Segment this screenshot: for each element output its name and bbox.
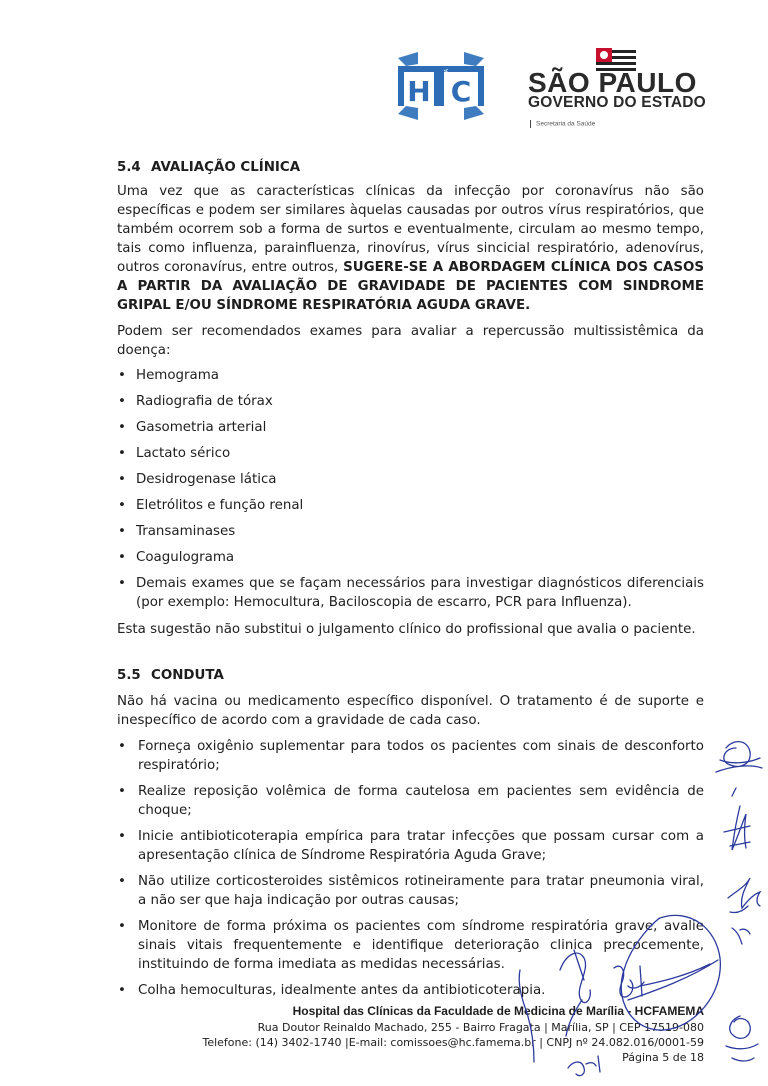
list-item: • Radiografia de tórax [117,392,704,418]
list-item: • Não utilize corticosteroides sistêmicos rotineiramente para tratar pneumonia viral, a não ser que haja indicação por outras causas; [117,872,704,910]
sp-government-subtitle: GOVERNO DO ESTADO [528,94,706,111]
list-item: • Gasometria arterial [117,418,704,444]
list-item: • Monitore de forma próxima os pacientes com síndrome respiratória grave, avalie sinais vitais frequentemente e identifique deterioração clinica precocemente, instituindo de forma imediata as medidas necessárias. [117,917,704,974]
list-item: • Coagulograma [117,548,704,574]
conduct-intro: Não há vacina ou medicamento específico disponível. O tratamento é de suporte e inespecífico de acordo com a gravidade de cada caso. [117,694,704,728]
section-heading [117,666,704,685]
footer-hospital-name: Hospital das Clínicas da Faculdade de Medicina de Marília - HCFAMEMA [292,1004,704,1018]
svg-text:FAMEMA: FAMEMA [444,68,450,90]
sp-secretaria-label: Secretaria da Saúde [530,120,595,128]
exams-intro: Podem ser recomendados exames para avaliar a repercussão multissistêmica da doença: [117,324,704,358]
section-number: 5.5 [117,668,141,683]
footer-contact: Telefone: (14) 3402-1740 |E-mail: comissoes@hc.famema.br | CNPJ nº 24.082.016/0001-59 [202,1036,704,1049]
intro-text: Uma vez que as características clínicas da infecção por coronavírus não são específicas e podem ser similares àquelas causadas por outros vírus respiratórios, que também ocorrem sob a forma de surtos e eventualmente, circulam ao mesmo tempo, tais como influenza, parainfluenza, rinovírus, vírus sincicial respiratório, adenovírus, outros coronavírus, entre outros, [117,184,704,275]
hc-famema-logo [396,52,486,120]
list-item: • Transaminases [117,522,704,548]
list-item: • Inicie antibioticoterapia empírica para tratar infecções que possam cursar com a apresentação clínica de Síndrome Respiratória Aguda Grave; [117,827,704,865]
intro-bold-text: SUGERE-SE A ABORDAGEM CLÍNICA DOS CASOS A PARTIR DA AVALIAÇÃO DE GRAVIDADE DE PACIENTES COM SINDROME GRIPAL E/OU SÍNDROME RESPIRATÓRIA AGUDA GRAVE. [117,260,704,313]
section-intro-paragraph [117,182,704,315]
list-item: • Eletrólitos e função renal [117,496,704,522]
list-item: • Forneça oxigênio suplementar para todos os pacientes com sinais de desconforto respiratório; [117,737,704,775]
list-item: • Demais exames que se façam necessários para investigar diagnósticos diferenciais (por exemplo: Hemocultura, Baciloscopia de escarro, PCR para Influenza). [117,574,704,612]
footer-page-number: Página 5 de 18 [622,1051,704,1064]
section-number: 5.4 [117,160,141,175]
sp-government-title: SÃO PAULO [528,67,697,98]
page-header [0,48,768,138]
document-body [117,150,704,1007]
section-title: CONDUTA [151,668,224,683]
list-item: • Lactato sérico [117,444,704,470]
list-item: • Desidrogenase lática [117,470,704,496]
section-title: AVALIAÇÃO CLÍNICA [151,160,301,175]
clinical-judgement-note: Esta sugestão não substitui o julgamento clínico do profissional que avalia o paciente. [117,622,696,637]
list-item: • Realize reposição volêmica de forma cautelosa em pacientes sem evidência de choque; [117,782,704,820]
conduct-list [117,737,704,1000]
svg-text:C: C [450,75,472,108]
svg-text:H: H [407,75,431,108]
exams-list [117,366,704,612]
list-item: • Hemograma [117,366,704,392]
section-heading [117,158,704,177]
list-item: • Colha hemoculturas, idealmente antes da antibioticoterapia. [117,981,704,1000]
footer-address: Rua Doutor Reinaldo Machado, 255 - Bairro Fragata | Marília, SP | CEP 17519-080 [257,1021,704,1034]
